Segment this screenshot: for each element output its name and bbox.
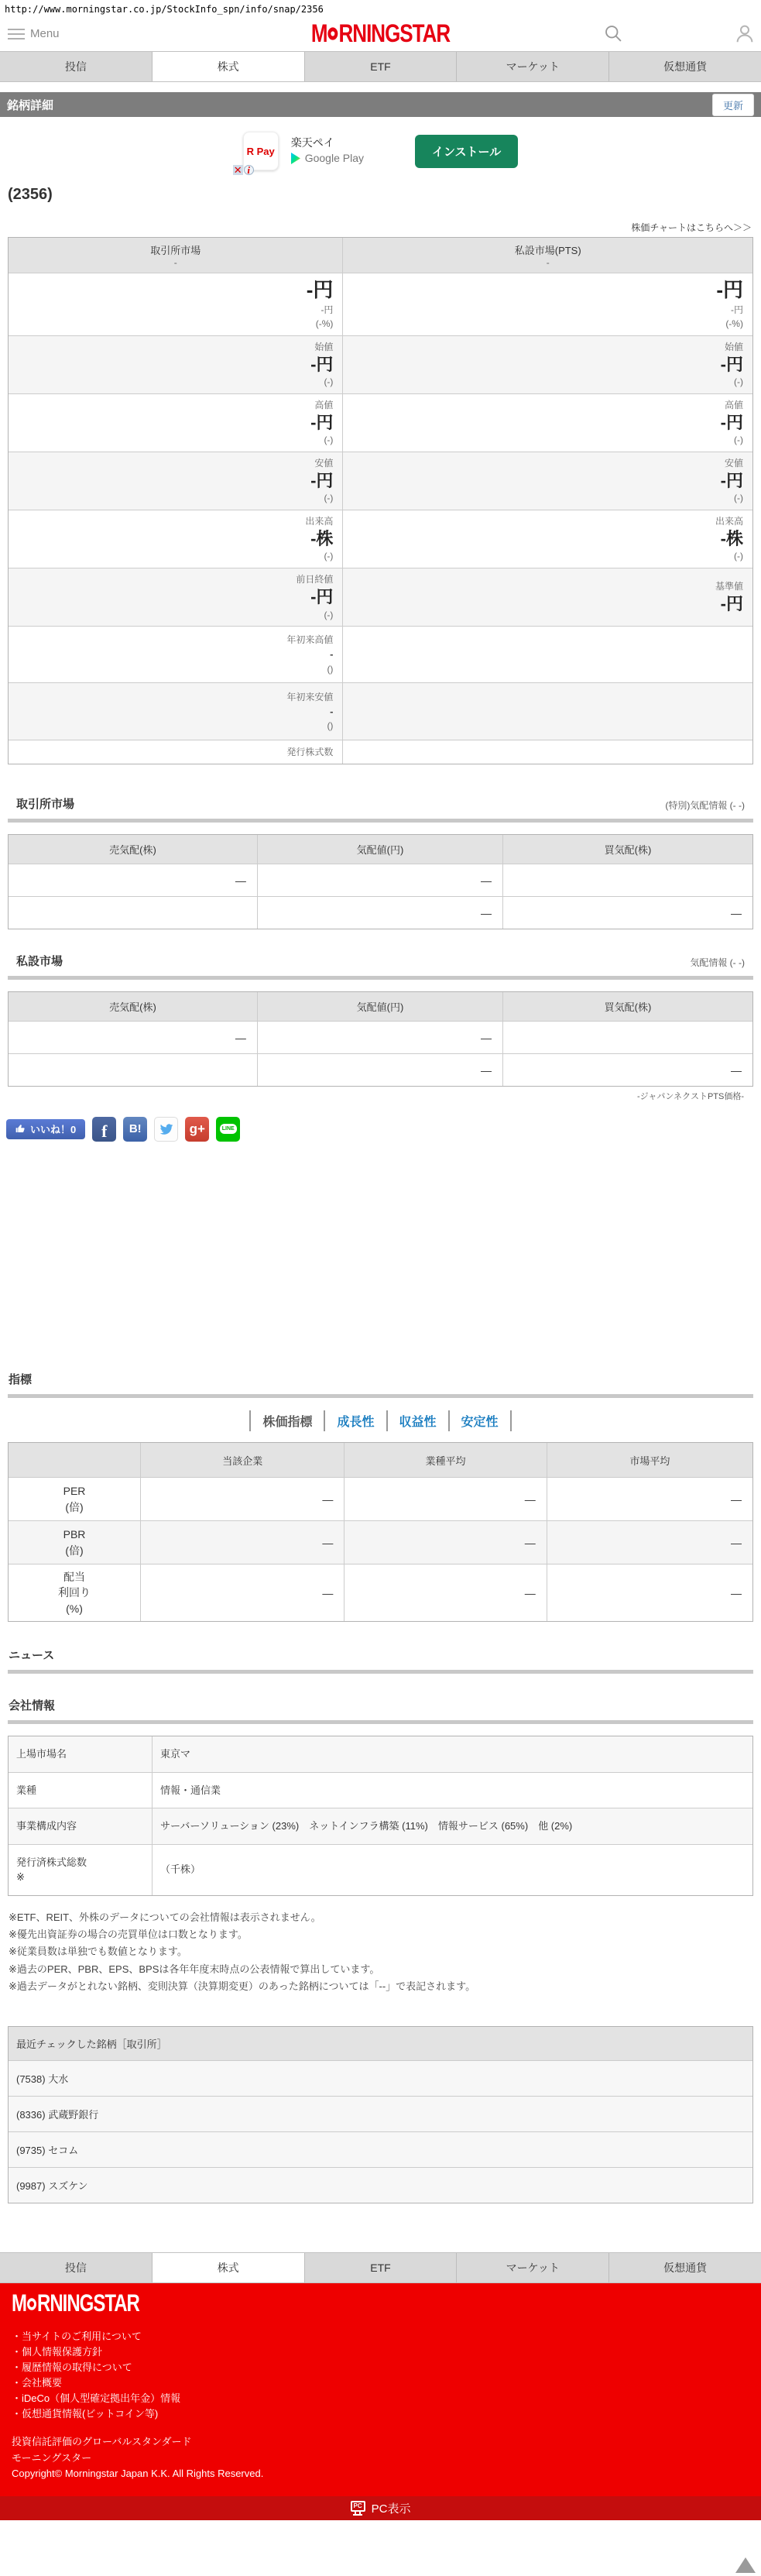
footnote: ※過去のPER、PBR、EPS、BPSは各年年度末時点の公表情報で算出しています。 [9,1963,380,1975]
divider [8,1670,753,1674]
footer-tagline-2: モーニングスター [12,2451,92,2464]
quote-row-ytd-low: 年初来安値 - () [9,682,752,740]
company-info-heading: 会社情報 [9,1699,56,1713]
col-sell-qty: 売気配(株) [9,835,258,864]
empty-ad-space [0,1142,761,1371]
logo-ring-icon [328,27,338,39]
company-row-business: 事業構成内容 サーバーソリューション (23%) ネットインフラ構築 (11%) 情報サービス (65%) 他 (2%) [9,1808,752,1844]
quote-info: 気配情報 (- -) [690,957,745,969]
ad-store-line [291,152,364,164]
quote-row-shares: 発行株式数 [9,740,752,764]
menu-button[interactable] [8,26,60,43]
recent-stock-link[interactable]: (8336) 武蔵野銀行 [9,2096,752,2131]
quote-row-high: 高値 -円 (-) 高値 -円 (-) [9,393,752,452]
divider [8,819,753,823]
ad-info-icon[interactable]: i [244,165,254,175]
thumbs-up-icon [15,1124,26,1134]
pts-market-header: 私設市場(PTS) [514,245,581,256]
pts-board-row: — — [9,1021,752,1053]
quote-row-ytd-high: 年初来高値 - () [9,626,752,682]
company-row-shares: 発行済株式総数 ※ （千株） [9,1844,752,1895]
tab-toshin[interactable]: 投信 [0,52,153,81]
recent-stock-link[interactable]: (7538) 大水 [9,2060,752,2096]
logo-m: M [310,19,327,48]
footer-copyright: Copyright© Morningstar Japan K.K. All Rights Reserved. [12,2467,264,2479]
indicator-table [8,1442,753,1622]
indicators-heading: 指標 [9,1373,33,1387]
exchange-board-heading: 取引所市場 (特別)気配情報 (- -) [16,798,745,812]
morningstar-logo[interactable] [310,19,451,48]
footnotes [9,1909,752,1996]
exchange-market-name: - [173,257,177,268]
spacer [0,2203,761,2252]
divider [8,1720,753,1724]
special-quote-info: (特別)気配情報 (- -) [665,800,745,812]
pts-board-row: — — [9,1053,752,1086]
col-quote-price: 気配値(円) [258,835,503,864]
tab-market[interactable]: マーケット [457,52,609,81]
itab-stock-indicators[interactable]: 株価指標 [249,1410,324,1431]
tab-crypto[interactable]: 仮想通貨 [609,52,761,81]
site-header [0,16,761,51]
bottom-tabbar [0,2252,761,2283]
recent-stock-link[interactable]: (9735) セコム [9,2131,752,2167]
footer-logo-ring-icon [27,2299,36,2311]
pts-board-heading: 私設市場 気配情報 (- -) [16,955,745,969]
tab-etf[interactable]: ETF [305,52,458,81]
footer-link-ideco[interactable]: ・iDeCo（個人型確定拠出年金）情報 [12,2392,181,2405]
site-footer [0,2283,761,2495]
stock-code-title: (2356) [8,186,53,203]
footnote: ※従業員数は単独でも数値となります。 [9,1946,187,1958]
quote-row-price: -円 -円 (-%) -円 -円 (-%) [9,273,752,335]
company-row-market: 上場市場名 東京マ [9,1736,752,1772]
col-buy-qty: 買気配(株) [503,835,752,864]
tab-kabushiki[interactable]: 株式 [153,2253,305,2282]
detail-titlebar [0,92,761,117]
tab-market[interactable]: マーケット [457,2253,609,2282]
page-bottom [0,2520,761,2576]
stock-chart-link[interactable]: 株価チャートはこちらへ＞＞ [631,222,752,233]
company-row-industry: 業種 情報・通信業 [9,1772,752,1808]
menu-label: Menu [30,27,60,40]
page-url: http://www.morningstar.co.jp/StockInfo_spn/info/snap/2356 [5,4,324,15]
ad-app-icon[interactable] [233,132,279,176]
row-pbr: PBR (倍) — — — [9,1520,752,1564]
twitter-bird-icon [159,1121,174,1137]
exchange-market-header: 取引所市場 [150,245,201,256]
social-buttons [0,1116,761,1142]
col-buy-qty: 買気配(株) [503,992,752,1021]
pc-view-button[interactable] [0,2496,761,2520]
ad-app-name: 楽天ペイ [290,136,334,149]
exchange-board-row: — — [9,896,752,929]
col-sell-qty: 売気配(株) [9,992,258,1021]
footnote: ※優先出資証券の場合の売買単位は口数となります。 [9,1928,248,1940]
facebook-share-icon[interactable]: f [92,1117,116,1142]
divider [8,1394,753,1398]
quote-header-row [9,238,752,273]
tab-toshin[interactable]: 投信 [0,2253,153,2282]
quote-table [8,237,753,764]
col-quote-price: 気配値(円) [258,992,503,1021]
detail-title: 銘柄詳細 [7,98,54,112]
row-dividend-yield: 配当 利回り (%) — — — [9,1564,752,1621]
recently-checked-box [8,2026,753,2203]
ad-store-name: Google Play [304,152,364,164]
itab-profitability[interactable]: 収益性 [386,1410,448,1431]
pc-monitor-icon: PC [351,2501,365,2516]
indicator-tabs [0,1410,761,1431]
scroll-to-top-button[interactable] [735,2557,756,2573]
google-play-icon [291,153,301,164]
news-heading: ニュース [9,1649,55,1663]
footer-link-privacy[interactable]: ・個人情報保護方針 [12,2346,103,2358]
quote-row-open: 始値 -円 (-) 始値 -円 (-) [9,335,752,393]
tab-crypto[interactable]: 仮想通貨 [609,2253,761,2282]
quote-row-low: 安値 -円 (-) 安値 -円 (-) [9,452,752,510]
divider [8,976,753,980]
top-tabbar [0,51,761,82]
footer-link-crypto[interactable]: ・仮想通貨情報(ビットコイン等) [12,2408,159,2420]
company-info-table [8,1736,753,1896]
exchange-board-table [8,834,753,929]
footer-morningstar-logo: M RNINGSTAR [12,2290,139,2318]
quote-row-volume: 出来高 -株 (-) 出来高 -株 (-) [9,510,752,568]
col-industry-avg: 業種平均 [345,1443,547,1477]
tab-etf[interactable]: ETF [305,2253,458,2282]
install-button[interactable]: インストール [415,135,518,168]
footnote: ※過去データがとれない銘柄、変則決算（決算期変更）のあった銘柄については「--」で表記されます。 [9,1980,476,1992]
search-icon[interactable] [602,22,624,48]
line-share-icon[interactable]: LINE [216,1117,240,1142]
footer-link-site-usage[interactable]: ・当サイトのご利用について [12,2330,142,2343]
ad-banner [0,132,761,177]
pts-price-footnote: -ジャパンネクストPTS価格- [636,1092,744,1102]
tab-kabushiki[interactable]: 株式 [153,52,305,81]
ad-badge-label: R Pay [246,145,275,157]
row-per: PER (倍) — — — [9,1477,752,1520]
itab-stability[interactable]: 安定性 [448,1410,512,1431]
footnote: ※ETF、REIT、外株のデータについての会社情報は表示されません。 [9,1911,321,1923]
ad-close-icon[interactable]: ✕ [233,163,242,176]
footer-link-company[interactable]: ・会社概要 [12,2377,63,2389]
facebook-like-button[interactable]: いいね！0 [6,1119,85,1139]
footer-tagline-1: 投資信託評価のグローバルスタンダード [12,2436,192,2448]
pc-view-label: PC表示 [371,2502,411,2516]
user-account-icon[interactable] [733,22,756,49]
pts-market-name: - [546,257,550,268]
recent-stock-link[interactable]: (9987) スズケン [9,2167,752,2203]
pts-board-table [8,991,753,1087]
itab-growth[interactable]: 成長性 [324,1410,386,1431]
hamburger-icon [8,26,25,43]
col-this-company: 当該企業 [141,1443,345,1477]
recently-checked-header: 最近チェックした銘柄［取引所］ [9,2027,752,2060]
googleplus-share-icon[interactable]: g+ [185,1117,209,1142]
col-market-avg: 市場平均 [547,1443,752,1477]
twitter-share-icon[interactable] [154,1117,178,1142]
logo-rest: RNINGSTAR [338,19,451,48]
refresh-button[interactable]: 更新 [712,94,754,116]
quote-row-prevclose: 前日終値 -円 (-) 基準値 -円 [9,568,752,626]
hatena-bookmark-icon[interactable]: B! [123,1117,147,1142]
exchange-board-row: — — [9,864,752,896]
footer-link-history-info[interactable]: ・履歴情報の取得について [12,2361,132,2374]
